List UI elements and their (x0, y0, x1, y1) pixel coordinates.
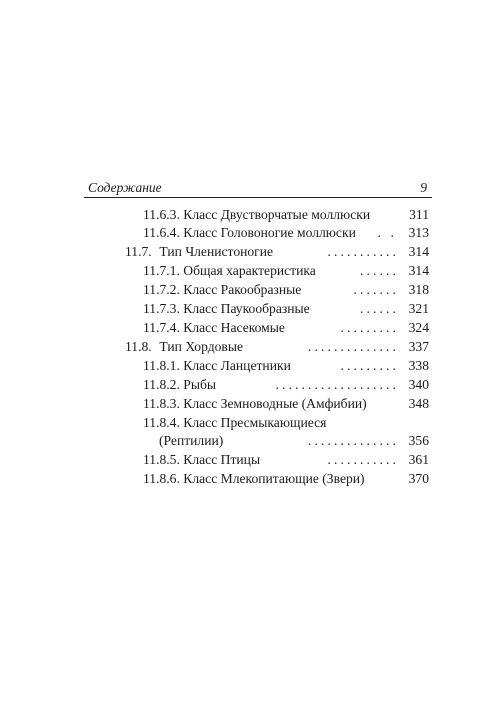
toc-entry-title: Общая характеристика (183, 263, 316, 278)
dot-leader: ........... (327, 452, 399, 467)
toc-entry-title: Класс Птицы (183, 452, 261, 467)
dot-leader: ......... (340, 358, 399, 373)
toc-entry-page: 311 (409, 207, 429, 222)
header-rule (84, 197, 432, 198)
toc-entry-page: 318 (408, 282, 429, 297)
toc-entry-number: 11.7.4. (143, 320, 180, 335)
toc-entry-number: 11.7.3. (143, 301, 180, 316)
toc-entry-title: Класс Ракообразные (183, 282, 302, 297)
toc-entry-title: Класс Головоногие моллюски (183, 225, 356, 240)
dot-leader: ....... (353, 282, 399, 297)
toc-entry-page: 321 (408, 301, 429, 316)
toc-entry-title: Тип Членистоногие (159, 244, 274, 259)
toc-entry-number: 11.8.6. (143, 471, 180, 486)
dot-leader: .............. (308, 339, 399, 354)
toc-entry-page: 314 (408, 263, 429, 278)
running-head-title: Содержание (88, 180, 162, 195)
dot-leader: ........... (327, 244, 399, 259)
toc-entry (143, 357, 429, 375)
toc-entry (143, 319, 429, 337)
toc-entry-number: 11.8.1. (143, 358, 180, 373)
toc-entry-number: 11.8.2. (143, 377, 180, 392)
toc-entry-page: 324 (408, 320, 429, 335)
toc-entry-page: 356 (408, 433, 429, 448)
toc-entry (143, 376, 429, 394)
toc-entry (143, 224, 429, 242)
toc-entry (143, 414, 429, 432)
toc-entry-page: 337 (408, 339, 429, 354)
dot-leader: ......... (340, 320, 399, 335)
toc-entry-page: 338 (408, 358, 429, 373)
toc-entry-number: 11.8.4. (143, 415, 180, 430)
toc-entry-title: (Рептилии) (159, 433, 224, 448)
toc-entry-page: 313 (408, 225, 429, 240)
toc-entry (143, 281, 429, 299)
toc-entry (143, 451, 429, 469)
toc-entry (143, 470, 429, 488)
toc-entry-page: 370 (408, 471, 429, 486)
toc-entry-number: 11.7.2. (143, 282, 180, 297)
toc-entry (125, 338, 429, 356)
toc-entry (143, 395, 429, 413)
toc-entry-page: 340 (408, 377, 429, 392)
toc-entry-title: Класс Ланцетники (183, 358, 291, 373)
toc-entry-title: Класс Земноводные (Амфибии) (183, 396, 367, 411)
toc-entry (125, 243, 429, 261)
toc-entry-title: Класс Паукообразные (183, 301, 310, 316)
toc-entry (143, 300, 429, 318)
toc-entry-title: Класс Двустворчатые моллюски (183, 207, 371, 222)
dot-leader: ...... (360, 301, 399, 316)
dot-leader: ................... (275, 377, 399, 392)
toc-entry-title: Рыбы (183, 377, 217, 392)
dot-leader: ...... (360, 263, 399, 278)
toc-entry-title: Класс Насекомые (183, 320, 285, 335)
toc-entry-page: 314 (408, 244, 429, 259)
toc-entry-number: 11.7.1. (143, 263, 180, 278)
dot-leader: .............. (308, 433, 399, 448)
toc-entry-title: Класс Млекопитающие (Звери) (183, 471, 365, 486)
toc-entry-number: 11.6.3. (143, 207, 180, 222)
toc-entry-title: Класс Пресмыкающиеся (183, 415, 327, 430)
toc-entry-number: 11.8. (125, 339, 152, 354)
toc-entry-title: Тип Хордовые (159, 339, 243, 354)
toc-entry-number: 11.8.5. (143, 452, 180, 467)
running-head-page-number: 9 (420, 180, 427, 195)
toc-entry-continuation (143, 432, 429, 450)
toc-entry-page: 348 (408, 396, 429, 411)
dot-leader: . . (377, 225, 397, 240)
toc-entry-number: 11.7. (125, 244, 152, 259)
toc-entry (143, 262, 429, 280)
toc-entry-page: 361 (408, 452, 429, 467)
toc-entry (143, 206, 429, 224)
toc-entry-number: 11.6.4. (143, 225, 180, 240)
toc-entry-number: 11.8.3. (143, 396, 180, 411)
